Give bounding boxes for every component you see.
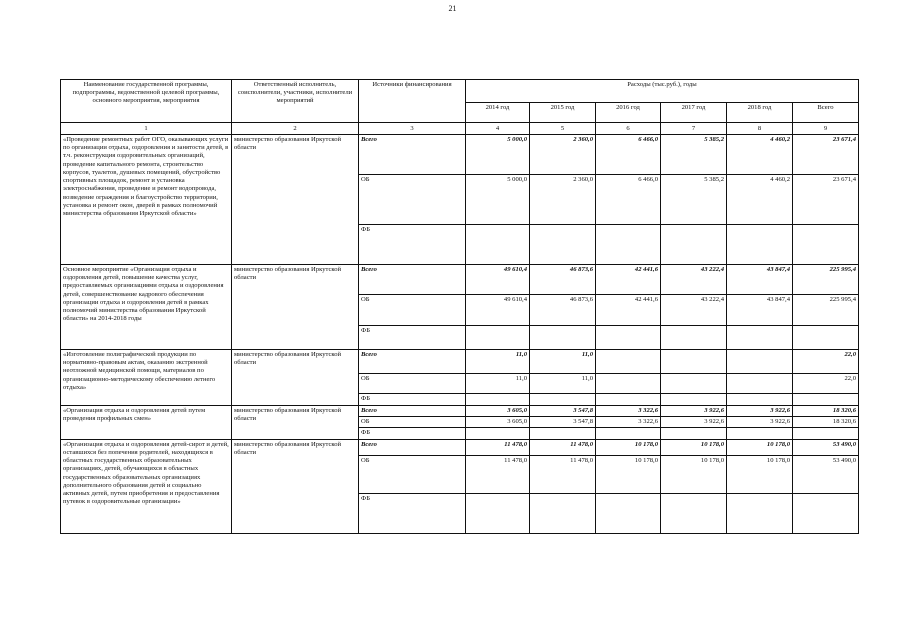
- amount-cell: [727, 428, 793, 439]
- funding-source: Всего: [359, 265, 466, 295]
- amount-cell: [530, 394, 596, 406]
- amount-cell: [727, 374, 793, 394]
- table-row: [61, 265, 859, 295]
- amount-cell: 3 922,6: [661, 406, 727, 417]
- total-amount: 225 995,4: [793, 295, 859, 326]
- funding-source: ОБ: [359, 295, 466, 326]
- total-amount: 22,0: [793, 350, 859, 374]
- amount-cell: 4 460,2: [727, 175, 793, 225]
- total-amount: [793, 326, 859, 350]
- total-amount: 22,0: [793, 374, 859, 394]
- executor: министерство образования Иркутской области: [232, 350, 359, 406]
- amount-cell: [661, 326, 727, 350]
- amount-cell: 42 441,6: [596, 295, 661, 326]
- header-year: 2017 год: [661, 103, 727, 123]
- header-executor: Ответственный исполнитель, соисполнители, участники, исполнители мероприятий: [232, 80, 359, 123]
- amount-cell: 49 610,4: [466, 295, 530, 326]
- total-amount: 53 490,0: [793, 455, 859, 493]
- amount-cell: 3 547,8: [530, 406, 596, 417]
- column-number: 9: [793, 123, 859, 135]
- amount-cell: 10 178,0: [661, 455, 727, 493]
- amount-cell: [661, 428, 727, 439]
- header-total: Всего: [793, 103, 859, 123]
- amount-cell: [530, 225, 596, 265]
- activity-name: «Организация отдыха и оздоровления детей-сирот и детей, оставшихся без попечения родителей, находящихся в областных государственных образовательных организациях, детей, обучающихся в областных государственных образовательных организациях дополнительного образования детей и социально активных детей, путем приобретения и предоставления путевок в оздоровительные организации»: [61, 439, 232, 533]
- amount-cell: [530, 493, 596, 533]
- header-name: Наименование государственной программы, подпрограммы, ведомственной целевой программы, основного мероприятия, мероприятия: [61, 80, 232, 123]
- amount-cell: [596, 350, 661, 374]
- amount-cell: [661, 493, 727, 533]
- header-sources: Источники финансирования: [359, 80, 466, 123]
- amount-cell: 11,0: [530, 350, 596, 374]
- column-number: 4: [466, 123, 530, 135]
- amount-cell: 3 922,6: [661, 417, 727, 428]
- amount-cell: 46 873,6: [530, 265, 596, 295]
- total-amount: 18 320,6: [793, 417, 859, 428]
- funding-source: ФБ: [359, 493, 466, 533]
- amount-cell: 5 385,2: [661, 135, 727, 175]
- executor: министерство образования Иркутской области: [232, 406, 359, 440]
- amount-cell: [530, 326, 596, 350]
- amount-cell: 5 000,0: [466, 175, 530, 225]
- amount-cell: 10 178,0: [596, 455, 661, 493]
- header-year: 2016 год: [596, 103, 661, 123]
- amount-cell: [466, 326, 530, 350]
- amount-cell: [596, 326, 661, 350]
- amount-cell: 3 322,6: [596, 406, 661, 417]
- table-row: [61, 439, 859, 455]
- table-row: [61, 135, 859, 175]
- total-amount: [793, 428, 859, 439]
- amount-cell: [661, 350, 727, 374]
- amount-cell: 11 478,0: [466, 455, 530, 493]
- funding-source: ОБ: [359, 374, 466, 394]
- amount-cell: 10 178,0: [727, 439, 793, 455]
- total-amount: [793, 493, 859, 533]
- column-number: 6: [596, 123, 661, 135]
- funding-source: ФБ: [359, 225, 466, 265]
- funding-source: ФБ: [359, 428, 466, 439]
- amount-cell: [727, 493, 793, 533]
- amount-cell: 3 922,6: [727, 417, 793, 428]
- amount-cell: 11,0: [466, 374, 530, 394]
- amount-cell: 2 360,0: [530, 135, 596, 175]
- funding-source: Всего: [359, 406, 466, 417]
- amount-cell: [596, 225, 661, 265]
- amount-cell: 4 460,2: [727, 135, 793, 175]
- total-amount: 23 671,4: [793, 135, 859, 175]
- table-body: [61, 135, 859, 534]
- amount-cell: 43 222,4: [661, 295, 727, 326]
- amount-cell: 2 360,0: [530, 175, 596, 225]
- funding-source: ФБ: [359, 326, 466, 350]
- amount-cell: [727, 394, 793, 406]
- amount-cell: 10 178,0: [661, 439, 727, 455]
- amount-cell: 3 605,0: [466, 406, 530, 417]
- column-number: 5: [530, 123, 596, 135]
- total-amount: [793, 394, 859, 406]
- amount-cell: [596, 394, 661, 406]
- amount-cell: [466, 225, 530, 265]
- amount-cell: 3 605,0: [466, 417, 530, 428]
- header-year: 2015 год: [530, 103, 596, 123]
- header-year: 2014 год: [466, 103, 530, 123]
- funding-source: ОБ: [359, 417, 466, 428]
- amount-cell: 49 610,4: [466, 265, 530, 295]
- amount-cell: [530, 428, 596, 439]
- amount-cell: [466, 394, 530, 406]
- amount-cell: [727, 326, 793, 350]
- amount-cell: [661, 225, 727, 265]
- amount-cell: 46 873,6: [530, 295, 596, 326]
- page-number: 21: [448, 4, 457, 13]
- amount-cell: 3 547,8: [530, 417, 596, 428]
- amount-cell: [596, 428, 661, 439]
- amount-cell: [466, 428, 530, 439]
- table-row: [61, 350, 859, 374]
- total-amount: 53 490,0: [793, 439, 859, 455]
- amount-cell: 11,0: [530, 374, 596, 394]
- funding-source: Всего: [359, 439, 466, 455]
- total-amount: 23 671,4: [793, 175, 859, 225]
- column-number: 3: [359, 123, 466, 135]
- column-number: 8: [727, 123, 793, 135]
- amount-cell: 11,0: [466, 350, 530, 374]
- executor: министерство образования Иркутской области: [232, 265, 359, 350]
- amount-cell: [596, 374, 661, 394]
- funding-source: Всего: [359, 350, 466, 374]
- total-amount: [793, 225, 859, 265]
- amount-cell: 42 441,6: [596, 265, 661, 295]
- amount-cell: 10 178,0: [727, 455, 793, 493]
- amount-cell: 11 478,0: [530, 455, 596, 493]
- amount-cell: 43 847,4: [727, 265, 793, 295]
- amount-cell: 5 000,0: [466, 135, 530, 175]
- funding-source: ОБ: [359, 455, 466, 493]
- activity-name: «Изготовление полиграфической продукции по нормативно-правовым актам, оказанию экстренной неотложной медицинской помощи, материалов по организационно-методическому обеспечению летнего отдыха»: [61, 350, 232, 406]
- column-number: 1: [61, 123, 232, 135]
- amount-cell: 6 466,0: [596, 135, 661, 175]
- total-amount: 18 320,6: [793, 406, 859, 417]
- amount-cell: [727, 350, 793, 374]
- amount-cell: [727, 225, 793, 265]
- amount-cell: 3 922,6: [727, 406, 793, 417]
- executor: министерство образования Иркутской области: [232, 439, 359, 533]
- header-expenses: Расходы (тыс.руб.), годы: [466, 80, 859, 103]
- total-amount: 225 995,4: [793, 265, 859, 295]
- activity-name: Основное мероприятие «Организация отдыха и оздоровления детей, повышение качества услуг, предоставляемых организациями отдыха и оздоровления детей, совершенствование кадрового обеспечения организации отдыха и оздоровления детей в рамках полномочий министерства образования Иркутской области» на 2014-2018 годы: [61, 265, 232, 350]
- funding-source: Всего: [359, 135, 466, 175]
- header-year: 2018 год: [727, 103, 793, 123]
- amount-cell: 6 466,0: [596, 175, 661, 225]
- amount-cell: 11 478,0: [530, 439, 596, 455]
- amount-cell: 43 222,4: [661, 265, 727, 295]
- table-row: [61, 406, 859, 417]
- amount-cell: 43 847,4: [727, 295, 793, 326]
- amount-cell: 3 322,6: [596, 417, 661, 428]
- funding-source: ОБ: [359, 175, 466, 225]
- financing-table: [60, 79, 859, 534]
- amount-cell: 11 478,0: [466, 439, 530, 455]
- amount-cell: [661, 394, 727, 406]
- amount-cell: [466, 493, 530, 533]
- column-number: 7: [661, 123, 727, 135]
- amount-cell: [661, 374, 727, 394]
- activity-name: «Проведение ремонтных работ ОГО, оказывающих услуги по организации отдыха, оздоровления и занятости детей, в т.ч. реконструкция оздоровительных организаций, проведение капитального ремонта, строительство корпусов, туалетов, душевых помещений, обустройство спортивных площадок, ремонт и установка электроснабжения, проведение и ремонт водопровода, возведение ограждения и благоустройство территории, установка и ремонт окон, дверей в рамках полномочий министерства образования Иркутской области»: [61, 135, 232, 265]
- amount-cell: [596, 493, 661, 533]
- funding-source: ФБ: [359, 394, 466, 406]
- activity-name: «Организация отдыха и оздоровления детей путем проведения профильных смен»: [61, 406, 232, 440]
- executor: министерство образования Иркутской области: [232, 135, 359, 265]
- amount-cell: 5 385,2: [661, 175, 727, 225]
- column-number: 2: [232, 123, 359, 135]
- amount-cell: 10 178,0: [596, 439, 661, 455]
